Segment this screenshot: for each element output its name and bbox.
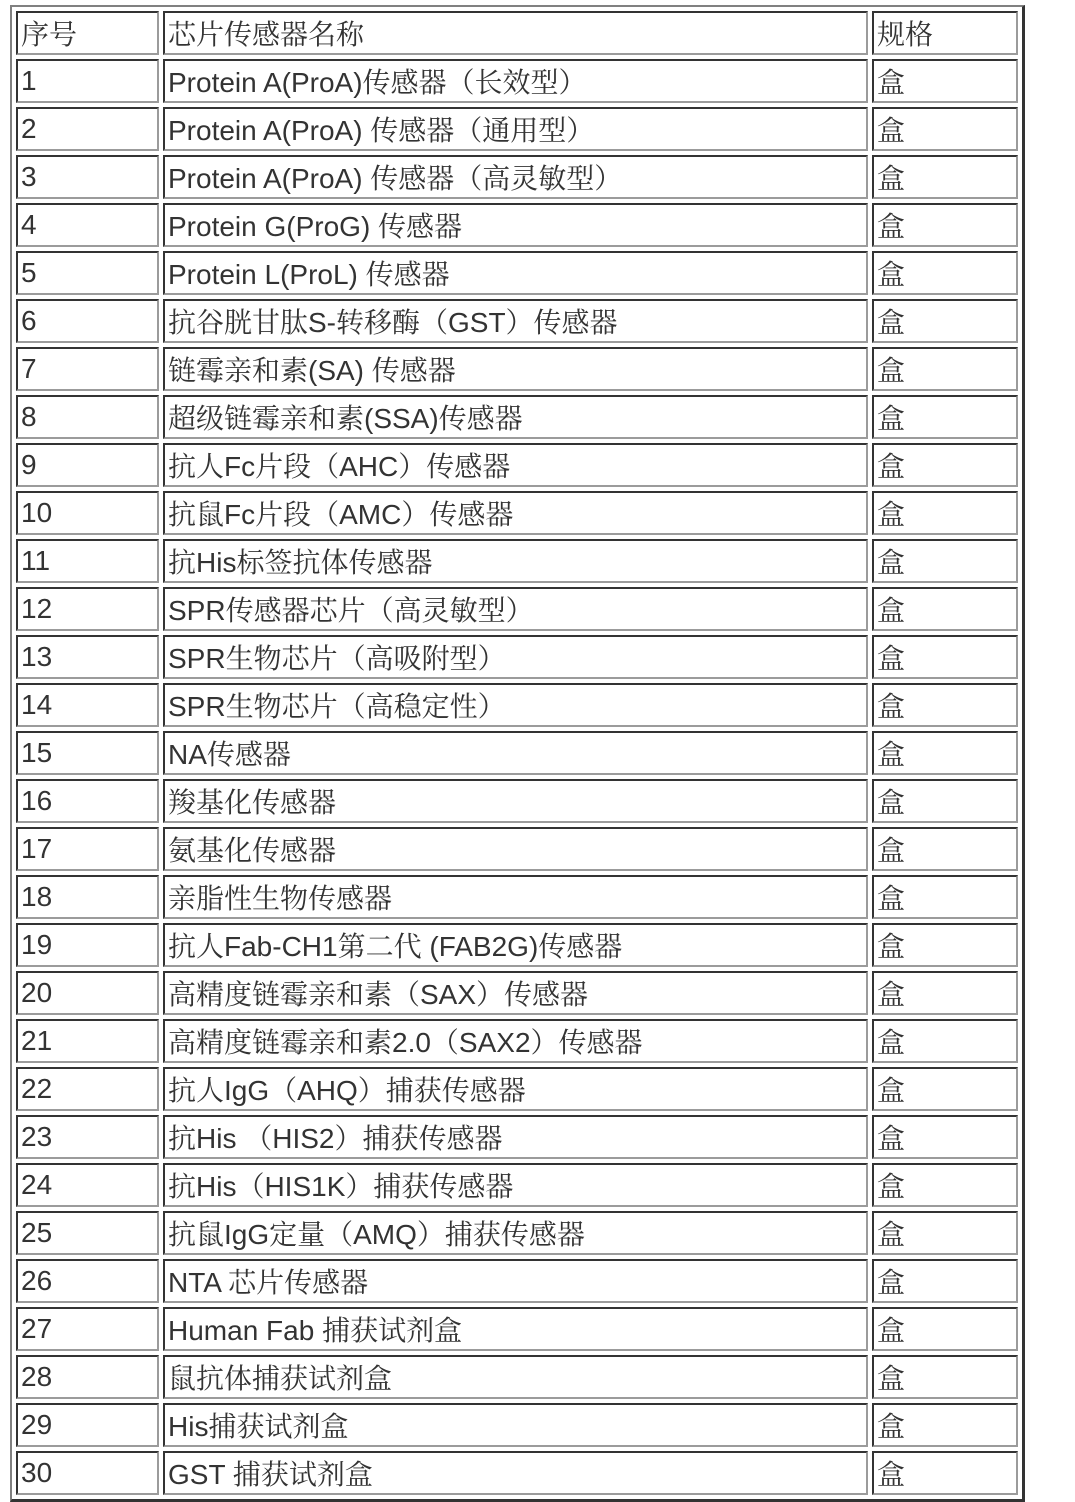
sensor-name-cell: SPR生物芯片（高吸附型） xyxy=(163,635,868,679)
table-row xyxy=(16,1163,1018,1207)
spec-cell: 盒 xyxy=(872,443,1018,487)
row-index-cell: 8 xyxy=(16,395,159,439)
table-row xyxy=(16,731,1018,775)
sensor-name-cell: SPR传感器芯片（高灵敏型） xyxy=(163,587,868,631)
spec-cell: 盒 xyxy=(872,1451,1018,1495)
sensor-name-cell: 氨基化传感器 xyxy=(163,827,868,871)
spec-cell: 盒 xyxy=(872,827,1018,871)
row-index-cell: 9 xyxy=(16,443,159,487)
row-index-cell: 10 xyxy=(16,491,159,535)
row-index-cell: 30 xyxy=(16,1451,159,1495)
table-row xyxy=(16,1259,1018,1303)
spec-cell: 盒 xyxy=(872,155,1018,199)
table-row xyxy=(16,875,1018,919)
table-row xyxy=(16,1211,1018,1255)
row-index-cell: 25 xyxy=(16,1211,159,1255)
sensor-name-cell: 抗His （HIS2）捕获传感器 xyxy=(163,1115,868,1159)
spec-cell: 盒 xyxy=(872,635,1018,679)
sensor-name-cell: His捕获试剂盒 xyxy=(163,1403,868,1447)
sensor-name-cell: 抗人Fab-CH1第二代 (FAB2G)传感器 xyxy=(163,923,868,967)
table-row xyxy=(16,1019,1018,1063)
row-index-cell: 26 xyxy=(16,1259,159,1303)
table-row xyxy=(16,299,1018,343)
sensor-name-cell: Human Fab 捕获试剂盒 xyxy=(163,1307,868,1351)
spec-cell: 盒 xyxy=(872,1115,1018,1159)
spec-cell: 盒 xyxy=(872,1355,1018,1399)
row-index-cell: 29 xyxy=(16,1403,159,1447)
table-row xyxy=(16,59,1018,103)
spec-cell: 盒 xyxy=(872,1259,1018,1303)
sensor-name-cell: 超级链霉亲和素(SSA)传感器 xyxy=(163,395,868,439)
table-row xyxy=(16,1355,1018,1399)
spec-cell: 盒 xyxy=(872,1211,1018,1255)
sensor-name-cell: 高精度链霉亲和素（SAX）传感器 xyxy=(163,971,868,1015)
row-index-cell: 27 xyxy=(16,1307,159,1351)
sensor-name-cell: 鼠抗体捕获试剂盒 xyxy=(163,1355,868,1399)
spec-cell: 盒 xyxy=(872,875,1018,919)
row-index-cell: 4 xyxy=(16,203,159,247)
sensor-name-cell: 抗His（HIS1K）捕获传感器 xyxy=(163,1163,868,1207)
spec-cell: 盒 xyxy=(872,683,1018,727)
row-index-cell: 20 xyxy=(16,971,159,1015)
spec-cell: 盒 xyxy=(872,923,1018,967)
table-row xyxy=(16,635,1018,679)
sensor-table xyxy=(10,5,1025,1502)
row-index-cell: 24 xyxy=(16,1163,159,1207)
header-cell-sensor-name: 芯片传感器名称 xyxy=(163,11,868,55)
table-row xyxy=(16,539,1018,583)
header-row xyxy=(16,11,1018,55)
spec-cell: 盒 xyxy=(872,971,1018,1015)
spec-cell: 盒 xyxy=(872,1403,1018,1447)
sensor-name-cell: 抗鼠Fc片段（AMC）传感器 xyxy=(163,491,868,535)
sensor-name-cell: 羧基化传感器 xyxy=(163,779,868,823)
sensor-name-cell: GST 捕获试剂盒 xyxy=(163,1451,868,1495)
spec-cell: 盒 xyxy=(872,1019,1018,1063)
table-row xyxy=(16,923,1018,967)
sensor-name-cell: 抗人IgG（AHQ）捕获传感器 xyxy=(163,1067,868,1111)
row-index-cell: 3 xyxy=(16,155,159,199)
table-row xyxy=(16,107,1018,151)
row-index-cell: 14 xyxy=(16,683,159,727)
table-body xyxy=(16,59,1018,1495)
sensor-name-cell: Protein A(ProA) 传感器（高灵敏型） xyxy=(163,155,868,199)
spec-cell: 盒 xyxy=(872,347,1018,391)
row-index-cell: 13 xyxy=(16,635,159,679)
table-row xyxy=(16,443,1018,487)
sensor-name-cell: NA传感器 xyxy=(163,731,868,775)
row-index-cell: 11 xyxy=(16,539,159,583)
table-row xyxy=(16,779,1018,823)
table-row xyxy=(16,1067,1018,1111)
table-row xyxy=(16,827,1018,871)
spec-cell: 盒 xyxy=(872,203,1018,247)
sensor-name-cell: 抗人Fc片段（AHC）传感器 xyxy=(163,443,868,487)
row-index-cell: 28 xyxy=(16,1355,159,1399)
row-index-cell: 21 xyxy=(16,1019,159,1063)
spec-cell: 盒 xyxy=(872,299,1018,343)
table-row xyxy=(16,155,1018,199)
spec-cell: 盒 xyxy=(872,779,1018,823)
table-row xyxy=(16,347,1018,391)
table-row xyxy=(16,1451,1018,1495)
row-index-cell: 15 xyxy=(16,731,159,775)
spec-cell: 盒 xyxy=(872,731,1018,775)
sensor-name-cell: Protein L(ProL) 传感器 xyxy=(163,251,868,295)
table-row xyxy=(16,683,1018,727)
spec-cell: 盒 xyxy=(872,587,1018,631)
sensor-name-cell: 抗His标签抗体传感器 xyxy=(163,539,868,583)
row-index-cell: 5 xyxy=(16,251,159,295)
sensor-name-cell: 抗鼠IgG定量（AMQ）捕获传感器 xyxy=(163,1211,868,1255)
row-index-cell: 12 xyxy=(16,587,159,631)
spec-cell: 盒 xyxy=(872,539,1018,583)
table-row xyxy=(16,587,1018,631)
sensor-name-cell: Protein G(ProG) 传感器 xyxy=(163,203,868,247)
row-index-cell: 7 xyxy=(16,347,159,391)
table-row xyxy=(16,491,1018,535)
table-row xyxy=(16,203,1018,247)
spec-cell: 盒 xyxy=(872,1307,1018,1351)
row-index-cell: 18 xyxy=(16,875,159,919)
table-row xyxy=(16,1115,1018,1159)
sensor-name-cell: 高精度链霉亲和素2.0（SAX2）传感器 xyxy=(163,1019,868,1063)
row-index-cell: 2 xyxy=(16,107,159,151)
sensor-name-cell: NTA 芯片传感器 xyxy=(163,1259,868,1303)
spec-cell: 盒 xyxy=(872,251,1018,295)
table-row xyxy=(16,1307,1018,1351)
spec-cell: 盒 xyxy=(872,107,1018,151)
table-row xyxy=(16,1403,1018,1447)
sensor-name-cell: 链霉亲和素(SA) 传感器 xyxy=(163,347,868,391)
row-index-cell: 22 xyxy=(16,1067,159,1111)
spec-cell: 盒 xyxy=(872,59,1018,103)
row-index-cell: 16 xyxy=(16,779,159,823)
sensor-name-cell: SPR生物芯片（高稳定性） xyxy=(163,683,868,727)
sensor-name-cell: 抗谷胱甘肽S-转移酶（GST）传感器 xyxy=(163,299,868,343)
row-index-cell: 1 xyxy=(16,59,159,103)
sensor-name-cell: Protein A(ProA)传感器（长效型） xyxy=(163,59,868,103)
spec-cell: 盒 xyxy=(872,1163,1018,1207)
row-index-cell: 19 xyxy=(16,923,159,967)
sensor-name-cell: Protein A(ProA) 传感器（通用型） xyxy=(163,107,868,151)
spec-cell: 盒 xyxy=(872,491,1018,535)
row-index-cell: 23 xyxy=(16,1115,159,1159)
spec-cell: 盒 xyxy=(872,395,1018,439)
header-cell-spec: 规格 xyxy=(872,11,1018,55)
sensor-name-cell: 亲脂性生物传感器 xyxy=(163,875,868,919)
table-row xyxy=(16,971,1018,1015)
header-cell-index: 序号 xyxy=(16,11,159,55)
table-row xyxy=(16,395,1018,439)
spec-cell: 盒 xyxy=(872,1067,1018,1111)
row-index-cell: 17 xyxy=(16,827,159,871)
table-row xyxy=(16,251,1018,295)
row-index-cell: 6 xyxy=(16,299,159,343)
